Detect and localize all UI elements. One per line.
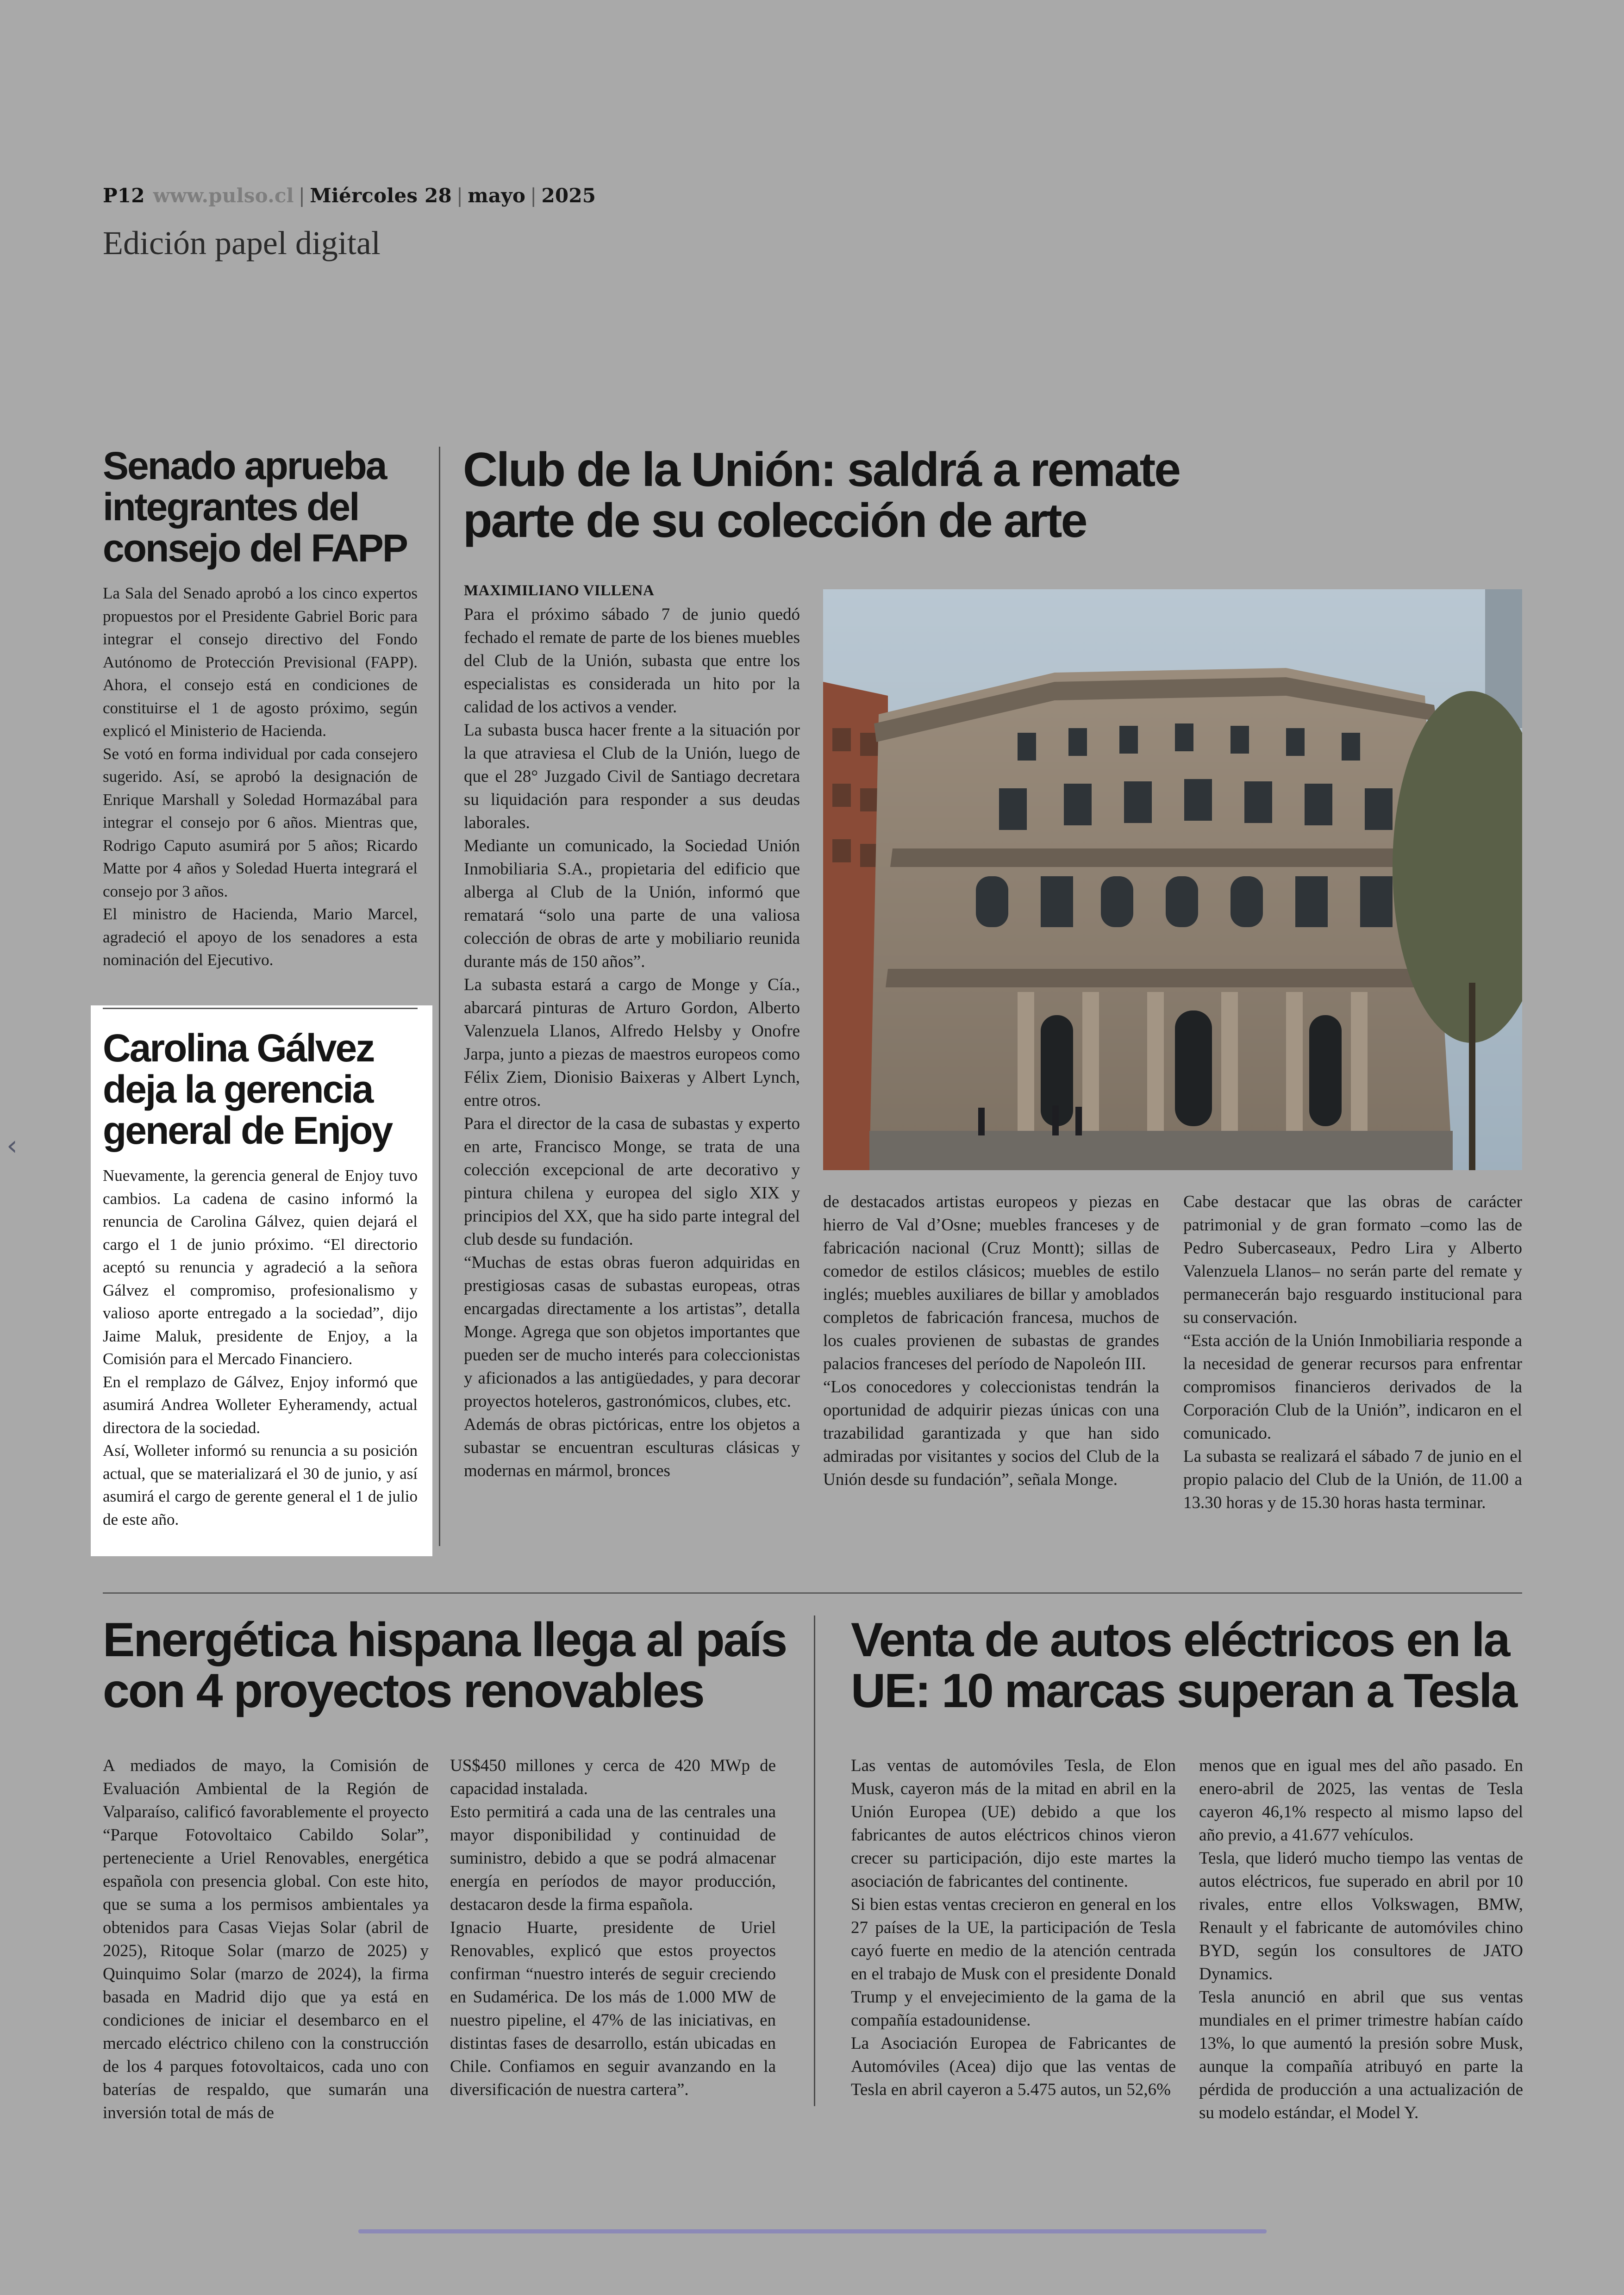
- date-month: mayo: [468, 184, 526, 207]
- column-divider: [439, 447, 440, 1546]
- enjoy-paragraph: En el remplazo de Gálvez, Enjoy informó que asumirá Andrea Wolleter Eyheramendy, actual directora de la sociedad.: [103, 1372, 418, 1437]
- separator: |: [530, 184, 537, 207]
- energetica-col2: [450, 1754, 776, 2102]
- club-paragraph: La subasta se realizará el sábado 7 de junio en el propio palacio del Club de la Unión, de 11.00 a 13.30 horas y de 15.30 horas hasta terminar.: [1183, 1447, 1522, 1512]
- fapp-headline: Senado aprueba integrantes del consejo del FAPP: [103, 444, 407, 570]
- enjoy-body: [103, 1164, 418, 1531]
- club-building-photo: [823, 589, 1522, 1170]
- fapp-article: [103, 445, 436, 972]
- tesla-paragraph: Las ventas de automóviles Tesla, de Elon Musk, cayeron más de la mitad en abril en la Unión Europea (UE) debido a que los fabricantes de autos eléctricos chinos vieron crecer su participación, dijo este martes la asociación de fabricantes del continente.: [851, 1756, 1176, 1891]
- fapp-paragraph: La Sala del Senado aprobó a los cinco expertos propuestos por el Presidente Gabriel Boric para integrar el consejo directivo del Fondo Autónomo de Protección Previsional (FAPP). Ahora, el consejo está en condiciones de constituirse el 1 de agosto próximo, según explicó el Ministerio de Hacienda.: [103, 584, 418, 740]
- tesla-paragraph: Si bien estas ventas crecieron en general en los 27 países de la UE, la participación de Tesla cayó fuerte en medio de la atención centrada en el trabajo de Musk con el presidente Donald Trump y el envejecimiento de la gama de la compañía estadounidense.: [851, 1895, 1176, 2030]
- club-paragraph: Mediante un comunicado, la Sociedad Unión Inmobiliaria S.A., propietaria del edificio que alberga al Club de la Unión, informó que rematará “solo una parte de una valiosa colección de obras de arte y mobiliario reunida durante más de 150 años”.: [464, 836, 800, 971]
- enjoy-paragraph: Así, Wolleter informó su renuncia a su posición actual, que se materializará el 30 de junio, y así asumirá el cargo de gerente general el 1 de julio de este año.: [103, 1441, 418, 1528]
- enjoy-article: [103, 1028, 422, 1531]
- separator: |: [456, 184, 463, 207]
- energetica-paragraph: A mediados de mayo, la Comisión de Evaluación Ambiental de la Región de Valparaíso, calificó favorablemente el proyecto “Parque Fotovoltaico Cabildo Solar”, perteneciente a Uriel Renovables, energética española con presencia global. Con este hito, que se suma a los permisos ambientales ya obtenidos para Casas Viejas Solar (abril de 2025), Ritoque Solar (marzo de 2025) y Quinquimo Solar (marzo de 2024), la firma basada en Madrid dijo que ya está en condiciones de iniciar el desembarco en el mercado eléctrico chileno con la construcción de los 4 parques fotovoltaicos, cada uno con baterías de respaldo, que sumarán una inversión total de más de: [103, 1756, 429, 2122]
- energetica-paragraph: US$450 millones y cerca de 420 MWp de capacidad instalada.: [450, 1756, 776, 1798]
- club-col2: [823, 1191, 1159, 1491]
- fapp-body: [103, 582, 418, 972]
- divider: [103, 1008, 418, 1009]
- date-day: Miércoles 28: [310, 184, 452, 207]
- club-paragraph: Cabe destacar que las obras de carácter patrimonial y de gran formato –como las de Pedro Subercaseaux, Pedro Lira y Alberto Valenzuela Llanos– no serán parte del remate y permanecerán bajo resguardo institucional para su conservación.: [1183, 1192, 1522, 1327]
- edition-label: Edición papel digital: [103, 225, 381, 262]
- site-url[interactable]: www.pulso.cl: [153, 184, 294, 207]
- club-paragraph: de destacados artistas europeos y piezas en hierro de Val d’Osne; muebles franceses y de fabricación nacional (Cruz Montt); sillas de comedor de estilos clásicos; muebles de estilo inglés; muebles auxiliares de billar y amoblados completos de fabricación francesa, muchos de los cuales provienen de subastas de grandes palacios franceses del período de Napoleón III.: [823, 1192, 1159, 1373]
- club-paragraph: “Los conocedores y coleccionistas tendrán la oportunidad de adquirir piezas únicas con una trazabilidad garantizada y que han sido admiradas por visitantes y socios del Club de la Unión desde su fundación”, señala Monge.: [823, 1378, 1159, 1489]
- masthead: [103, 184, 596, 207]
- tesla-col1: [851, 1754, 1176, 2102]
- club-paragraph: “Muchas de estas obras fueron adquiridas en prestigiosas casas de subastas europeas, otras encargadas directamente a los artistas”, detalla Monge. Agrega que son objetos importantes que pueden ser de mucho interés para coleccionistas y aficionados a las antigüedades, y para decorar proyectos hoteleros, gastronómicos, clubes, etc.: [464, 1253, 800, 1411]
- club-byline: MAXIMILIANO VILLENA: [464, 582, 655, 599]
- energetica-paragraph: Esto permitirá a cada una de las centrales una mayor disponibilidad y continuidad de suministro, debido a que se podrá almacenar energía en períodos de mayor producción, destacaron desde la firma española.: [450, 1802, 776, 1914]
- date-year: 2025: [541, 184, 596, 207]
- tesla-col2: [1199, 1754, 1523, 2125]
- tesla-paragraph: Tesla, que lideró mucho tiempo las ventas de autos eléctricos, fue superado en abril por 10 rivales, entre ellos Volkswagen, BMW, Renault y el fabricante de automóviles chino BYD, según los consultores de JATO Dynamics.: [1199, 1849, 1523, 1983]
- club-col1: [464, 603, 800, 1483]
- page-scrollbar[interactable]: [358, 2229, 1267, 2233]
- energetica-col1: [103, 1754, 429, 2125]
- tesla-paragraph: menos que en igual mes del año pasado. En enero-abril de 2025, las ventas de Tesla cayeron 46,1% respecto al mismo lapso del año previo, a 41.677 vehículos.: [1199, 1756, 1523, 1845]
- club-paragraph: La subasta busca hacer frente a la situación por la que atraviesa el Club de la Unión, luego de que el 28° Juzgado Civil de Santiago decretara su liquidación para responder a sus deudas laborales.: [464, 721, 800, 832]
- fapp-paragraph: El ministro de Hacienda, Mario Marcel, agradeció el apoyo de los senadores a esta nominación del Ejecutivo.: [103, 905, 418, 969]
- club-col3: [1183, 1191, 1522, 1515]
- enjoy-headline: Carolina Gálvez deja la gerencia general de Enjoy: [103, 1026, 392, 1153]
- club-paragraph: Además de obras pictóricas, entre los objetos a subastar se encuentran esculturas clásicas y modernas en mármol, bronces: [464, 1415, 800, 1480]
- energetica-headline: Energética hispana llega al país con 4 proyectos renovables: [103, 1613, 787, 1718]
- previous-page-arrow-icon[interactable]: ‹: [6, 1129, 18, 1162]
- tesla-headline: Venta de autos eléctricos en la UE: 10 marcas superan a Tesla: [851, 1613, 1517, 1718]
- club-paragraph: “Esta acción de la Unión Inmobiliaria responde a la necesidad de generar recursos para enfrentar compromisos financieros derivados de la Corporación Club de la Unión”, indicaron en el comunicado.: [1183, 1331, 1522, 1443]
- separator: |: [298, 184, 306, 207]
- energetica-paragraph: Ignacio Huarte, presidente de Uriel Renovables, explicó que estos proyectos confirman “nuestro interés de seguir creciendo en Sudamérica. De los más de 1.000 MW de nuestro pipeline, el 47% de las iniciativas, en distintas fases de desarrollo, están ubicadas en Chile. Confiamos en seguir avanzando en la diversificación de nuestra cartera”.: [450, 1918, 776, 2099]
- section-divider: [103, 1592, 1522, 1594]
- tesla-paragraph: Tesla anunció en abril que sus ventas mundiales en el primer trimestre habían caído 13%, lo que aumentó la presión sobre Musk, aunque la compañía atribuyó en parte la pérdida de producción a una actualización de su modelo estándar, el Model Y.: [1199, 1988, 1523, 2122]
- club-paragraph: Para el próximo sábado 7 de junio quedó fechado el remate de parte de los bienes muebles del Club de la Unión, subasta que entre los especialistas es considerada un hito por la calidad de los activos a vender.: [464, 605, 800, 717]
- page-number: P12: [103, 184, 145, 207]
- enjoy-paragraph: Nuevamente, la gerencia general de Enjoy tuvo cambios. La cadena de casino informó la renuncia de Carolina Gálvez, quien dejará el cargo el 1 de junio próximo. “El directorio aceptó su renuncia y agradeció a la señora Gálvez el compromiso, profesionalismo y valioso aporte entregado a la sociedad”, dijo Jaime Maluk, presidente de Enjoy, a la Comisión para el Mercado Financiero.: [103, 1166, 418, 1368]
- tesla-paragraph: La Asociación Europea de Fabricantes de Automóviles (Acea) dijo que las ventas de Tesla en abril cayeron a 5.475 autos, un 52,6%: [851, 2034, 1176, 2099]
- column-divider: [814, 1615, 815, 2106]
- club-paragraph: La subasta estará a cargo de Monge y Cía., abarcará pinturas de Arturo Gordon, Alberto Valenzuela Llanos, Alfredo Helsby y Onofre Jarpa, junto a piezas de maestros europeos como Félix Ziem, Dionisio Baixeras y Albert Lynch, entre otros.: [464, 975, 800, 1110]
- fapp-paragraph: Se votó en forma individual por cada consejero sugerido. Así, se aprobó la designación de Enrique Marshall y Soledad Hormazábal para integrar el consejo por 6 años. Mientras que, Rodrigo Caputo asumirá por 5 años; Ricardo Matte por 4 años y Soledad Huerta integrará el consejo por 3 años.: [103, 744, 418, 900]
- club-headline: Club de la Unión: saldrá a remate parte de su colección de arte: [463, 443, 1180, 548]
- club-paragraph: Para el director de la casa de subastas y experto en arte, Francisco Monge, se trata de una colección excepcional de arte decorativo y pintura chilena y europea del siglo XIX y principios del XX, que ha sido parte integral del club desde su fundación.: [464, 1114, 800, 1249]
